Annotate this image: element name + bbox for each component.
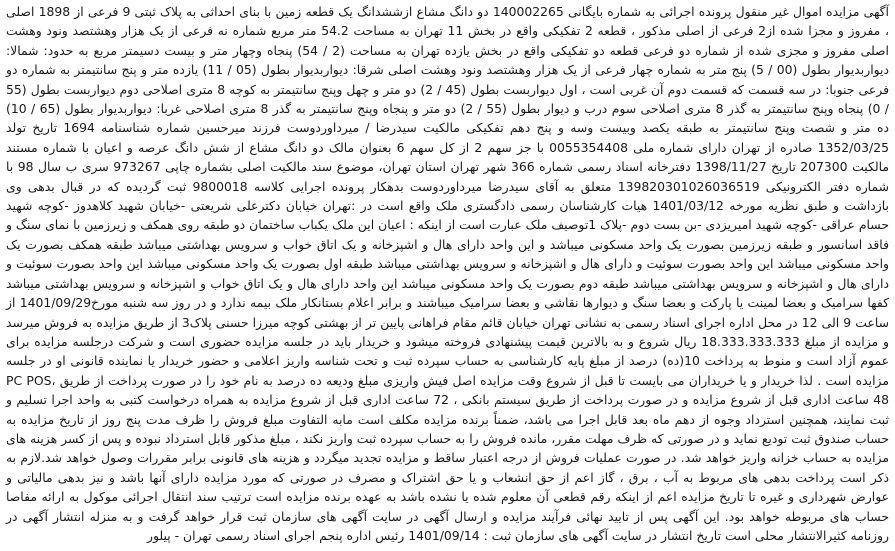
- notice-body-text: آگهی مزایده اموال غیر منقول پرونده اجرائی به شماره بایگانی 140002265 دو دانگ مشاع ازششدانگ یک قطعه زمین با بنای احداثی به پلاک ثبتی 9 فرعی از 1898 اصلی ، مفروز و مجزا شده از2 فرعی از اصلی مذکور ، قطعه 2 تفکیکی واقع در بخش 11 تهران به مساحت 54.2 متر مربع شماره نه فرعی از یک هزار وهشتصد ونود وهشت اصلی مفروز و مجزی شده از شماره دو فرعی قطعه دو تفکیکی واقع در بخش یازده تهران به مساحت (2 / 54) پنجاه وچهار متر و بیست دسیمتر مربع به حدود: شمالا: دیواربدیوار بطول (00 / 5) پنج متر به شماره چهار فرعی از یک هزار وهشتصد ونود وهشت اصلی شرقا: دیواربدیوار بطول (05 / 11) یازده متر و پنج سانتیمتر به شماره دو فرعی جنوبا: در سه قسمت که قسمت دوم آن غربی است ، اول دیواربست بطول (45 / 2) دو متر و چهل وپنج سانتیمتر به کوچه 8 متری اصلاحی دوم دیواربست بطول (55 / 0) پنجاه وپنج سانتیمتر به گذر 8 متری اصلاحی سوم درب و دیوار بطول (55 / 2) دو متر و پنجاه وپنج سانتیمتر به گذر 8 متری اصلاحی غربا: دیواربدیوار بطول (65 / 10) ده متر و شصت وپنج سانتیمتر به طبقه یکصد وبیست وسه و پنج دهم تفکیکی مالکیت سیدرضا / میرداوردوست فرزند میرحسین شماره شناسنامه 1694 تاریخ تولد 1352/03/25 صادره از تهران دارای شماره ملی 0055354408 با جز سهم 2 از کل سهم 6 بعنوان مالک دو دانگ مشاع از شش دانگ عرصه و اعیان با شماره مستند مالکیت 207300 تاریخ 1398/11/27 دفترخانه اسناد رسمی شماره 366 شهر تهران استان تهران، موضوع سند مالکیت اصلی بشماره چاپی 973267 سری ب سال 98 با شماره دفتر الکترونیکی 139820301026036519 متعلق به آقای سیدرضا میرداوردوست بدهکار پرونده اجرایی کلاسه 9800018 ثبت گردیده که در قبال بدهی وی بازداشت و طبق نظریه مورخه 1401/03/12 هیات کارشناسان رسمی دادگستری ملک واقع است در :تهران خیابان دکترعلی شریعتی -خیابان شهید کلاهدوز -کوچه شهید حسام عراقی -کوچه شهید امیریزدی -بن بست دوم -پلاک 1توصیف ملک عبارت است از اینکه : اعیان این ملک یکباب ساختمان دو طبقه روی همکف و زیرزمین با نمای سنگ و فاقد اسانسور و طبقه زیرزمین بصورت یک واحد مسکونی میباشد و این واحد دارای هال و اشپزخانه و یک اتاق خواب و سرویس بهداشتی میباشد طبقه همکف بصورت یک واحد مسکونی میباشد این واحد بصورت سوئیت و دارای هال و اشپزخانه و سرویس بهداشتی میباشد طبقه اول بصورت یک واحد مسکونی میباشد این واحد بصورت سوئیت و دارای هال و اشپزخانه و سرویس بهداشتی میباشد طبقه دوم بصورت یک واحد مسکونی میباشد این واحد دارای هال و یک اتاق خواب و اشپزخانه و سرویس بهداشتی میباشد کفها سرامیک و بعضا لمینت یا پارکت و بعضا سنگ و دیوارها نقاشی و بعضا سرامیک میباشند و برابر اعلام بستانکار ملک بیمه ندارد و در روز سه شنبه مورخ1401/09/29 از ساعت 9 الی 12 در محل اداره اجرای اسناد رسمی به نشانی تهران خیابان قائم مقام فراهانی پایین تر از بهشتی کوچه میرزا حسنی پلاک3 از طریق مزایده به فروش میرسد و مزایده از مبلغ 18.333.333.333 ریال شروع و به بالاترین قیمت پیشنهادی فروخته میشود و خریدار باید در جلسه مزایده حضوری است و شرکت درجلسه مزایده برای عموم آزاد است و منوط به پرداخت 10(ده) درصد از مبلغ پایه کارشناسی به حساب سپرده ثبت و تحت شناسه واریز اعلامی و حضور خریدار یا نماینده قانونی او در جلسه مزایده است . لذا خریدار و یا خریداران می بایست تا قبل از شروع وقت مزایده اصل فیش واریزی مبلغ ودیعه ده درصد به نام خود را در صورت پرداخت از طریق PC POS، 48 ساعت اداری قبل از شروع مزایده و در صورت پرداخت از طریق سیستم بانکی ، 72 ساعت اداری قبل از شروع مزایده به همراه درخواست کتبی به واحد اجرا تسلیم و ثبت نمایند، همچنین استرداد وجوه از دهم ماه بعد قابل اجرا می باشد، ضمناً برنده مزایده مکلف است مابه التفاوت مبلغ فروش را ظرف مدت پنج روز از تاریخ مزایده به حساب صندوق ثبت تودیع نماید و در صورتی که ظرف مهلت مقرر، مانده فروش را به حساب سپرده ثبت واریز نکند ، مبلغ مذکور قابل استرداد نبوده و پس از کسر هزینه های مزایده به حساب خزانه واریز خواهد شد. در صورت عملیات فروش از درجه اعتبار ساقط و مزایده تجدید میگردد و هزینه های قانونی برابر مقررات وصول خواهد شد.لازم به ذکر است پرداخت بدهی های مربوط به آب ، برق ، گاز اعم از حق انشعاب و یا حق اشتراک و مصرف در صورتی که مورد مزایده دارای آنها باشد و نیز بدهی مالیاتی و عوارض شهرداری و غیره تا تاریخ مزایده اعم از اینکه رقم قطعی آن معلوم شده یا نشده باشد به عهده برنده مزایده است ترتیب سند انتقال اجرائی موکول به ارائه مفاصا حساب های مربوطه خواهد بود. این آگهی پس از تایید نهائی فرآیند مزایده و ارسال آگهی در سایت آگهی های سازمان ثبت قرار خواهد گرفت و به منزله انتشار آگهی در روزنامه کثیرالانتشار محلی است تاریخ انتشار در سایت آگهی های سازمان ثبت : 1401/09/14 رئیس اداره پنجم اجرای اسناد رسمی تهران - پیلور: [6, 4, 890, 543]
